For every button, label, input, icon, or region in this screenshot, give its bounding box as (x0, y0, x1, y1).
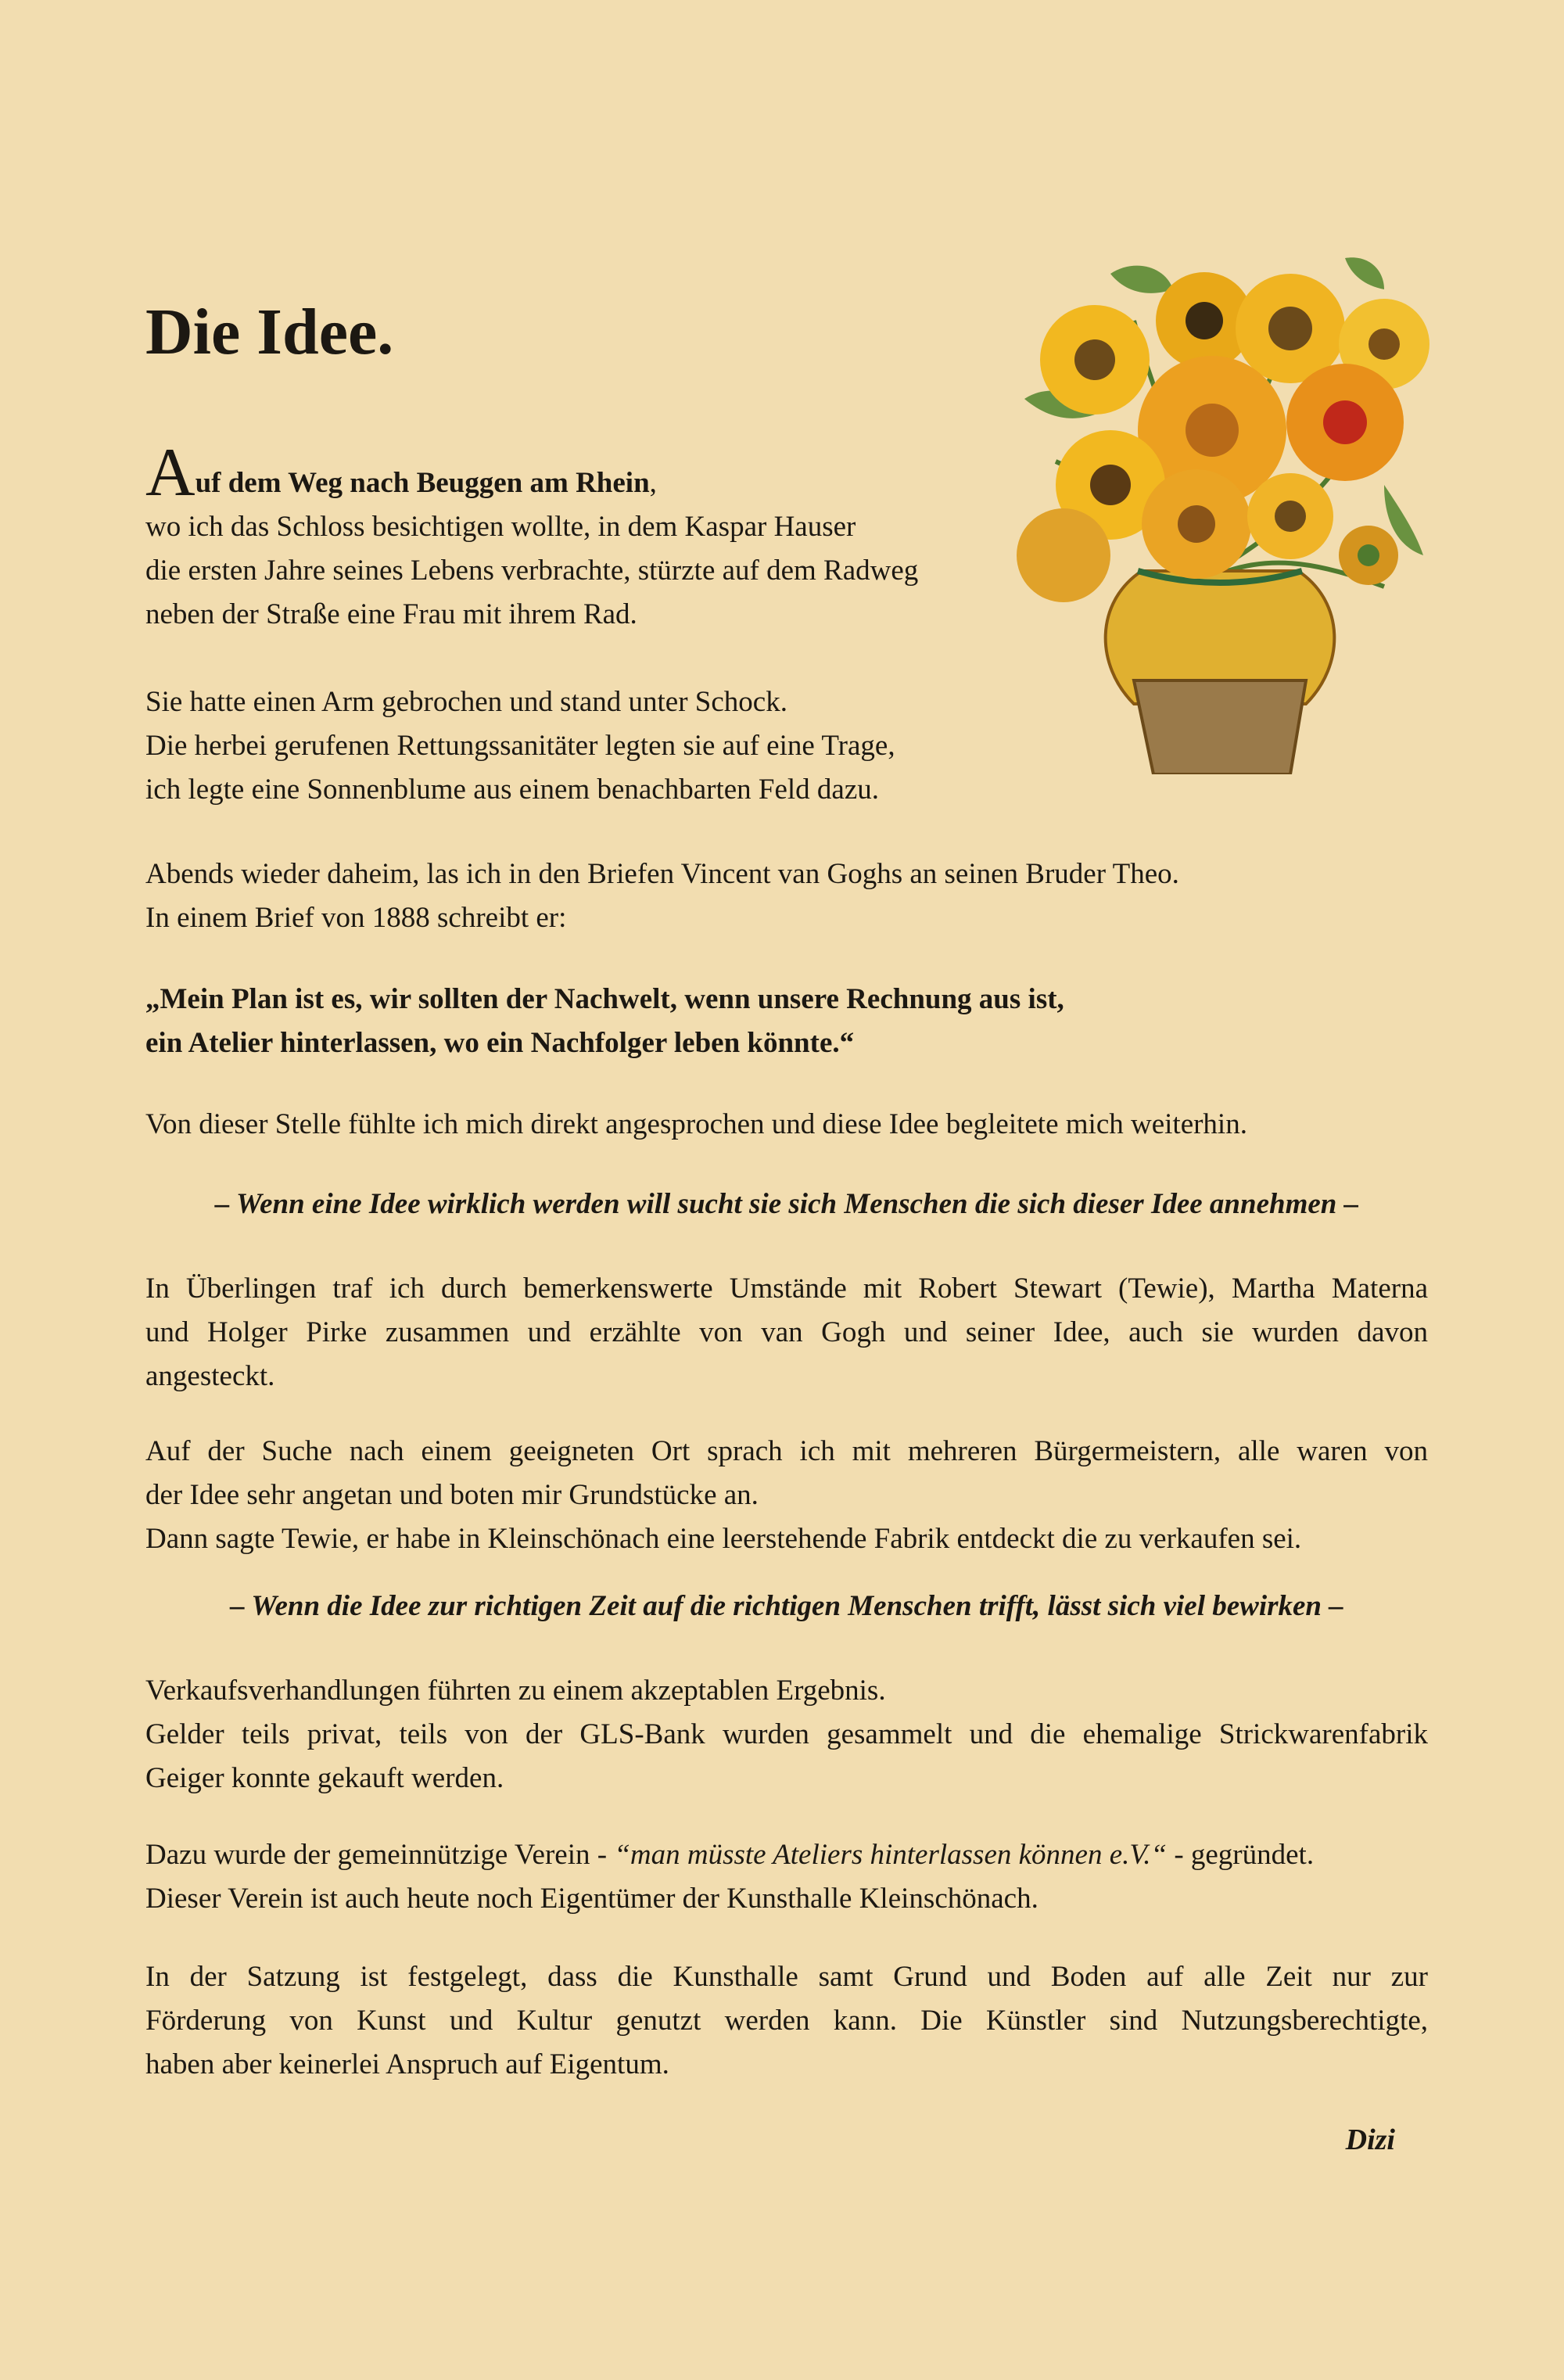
text-segment: - gegründet. (1167, 1839, 1315, 1871)
paragraph-letters (145, 853, 1428, 940)
text-line: angesteckt. (145, 1360, 275, 1392)
association-name: “man müsste Ateliers hinterlassen können e.V.“ (614, 1839, 1168, 1871)
text-line: haben aber keinerlei Anspruch auf Eigentum. (145, 2048, 669, 2080)
text-segment: Dazu wurde der gemeinnützige Verein - (145, 1839, 615, 1871)
text-line: Abends wieder daheim, las ich in den Briefen Vincent van Goghs an seinen Bruder Theo. (145, 858, 1179, 890)
paragraph-accident (145, 680, 1428, 812)
quote-line: „Mein Plan ist es, wir sollten der Nachwelt, wenn unsere Rechnung aus ist, (145, 983, 1064, 1015)
van-gogh-quote (145, 978, 1428, 1065)
paragraph-statutes (145, 1955, 1428, 2087)
intro-lead-punct: , (649, 467, 657, 499)
intro-line: neben der Straße eine Frau mit ihrem Rad. (145, 598, 637, 630)
text-line: Verkaufsverhandlungen führten zu einem akzeptablen Ergebnis. (145, 1675, 886, 1707)
paragraph-ueberlingen (145, 1267, 1428, 1398)
quote-line: ein Atelier hinterlassen, wo ein Nachfolger leben könnte.“ (145, 1027, 855, 1059)
paragraph-purchase (145, 1669, 1428, 1800)
text-line: In der Satzung ist festgelegt, dass die Kunsthalle samt Grund und Boden auf alle Zeit nur zur (145, 1961, 1428, 1993)
text-line: In einem Brief von 1888 schreibt er: (145, 902, 567, 934)
drop-cap: A (145, 435, 196, 511)
text-line: Auf der Suche nach einem geeigneten Ort sprach ich mit mehreren Bürgermeistern, alle waren von (145, 1435, 1428, 1467)
paragraph-inspired: Von dieser Stelle fühlte ich mich direkt angesprochen und diese Idee begleitete mich weiterhin. (145, 1108, 1247, 1140)
text-line: Geiger konnte gekauft werden. (145, 1762, 504, 1794)
motto-one: – Wenn eine Idee wirklich werden will sucht sie sich Menschen die sich dieser Idee annehmen – (214, 1188, 1359, 1220)
signature: Dizi (1345, 2123, 1395, 2156)
page-title: Die Idee. (145, 296, 394, 368)
text-line: Sie hatte einen Arm gebrochen und stand unter Schock. (145, 686, 787, 718)
intro-line: wo ich das Schloss besichtigen wollte, in dem Kaspar Hauser (145, 511, 856, 543)
text-line: Die herbei gerufenen Rettungssanitäter legten sie auf eine Trage, (145, 730, 895, 762)
intro-lead: uf dem Weg nach Beuggen am Rhein (195, 467, 650, 499)
text-line: Dann sagte Tewie, er habe in Kleinschönach eine leerstehende Fabrik entdeckt die zu verkaufen sei. (145, 1523, 1302, 1555)
text-line: der Idee sehr angetan und boten mir Grundstücke an. (145, 1479, 759, 1511)
intro-line: die ersten Jahre seines Lebens verbrachte, stürzte auf dem Radweg (145, 555, 919, 587)
intro-paragraph (145, 435, 1428, 637)
text-line: und Holger Pirke zusammen und erzählte von van Gogh und seiner Idee, auch sie wurden davon (145, 1316, 1428, 1348)
text-line: Dieser Verein ist auch heute noch Eigentümer der Kunsthalle Kleinschönach. (145, 1883, 1038, 1915)
text-line: ich legte eine Sonnenblume aus einem benachbarten Feld dazu. (145, 774, 880, 806)
text-line: Förderung von Kunst und Kultur genutzt werden kann. Die Künstler sind Nutzungsberechtigte, (145, 2005, 1428, 2037)
paragraph-association (145, 1833, 1428, 1921)
text-line: In Überlingen traf ich durch bemerkenswerte Umstände mit Robert Stewart (Tewie), Martha Materna (145, 1273, 1428, 1305)
motto-two: – Wenn die Idee zur richtigen Zeit auf die richtigen Menschen trifft, lässt sich viel bewirken – (230, 1590, 1343, 1622)
text-line: Gelder teils privat, teils von der GLS-Bank wurden gesammelt und die ehemalige Strickwarenfabrik (145, 1718, 1428, 1750)
paragraph-search (145, 1430, 1428, 1561)
